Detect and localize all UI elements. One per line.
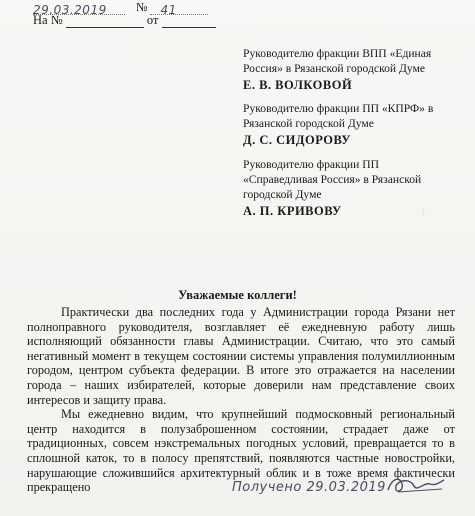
received-note: Получено 29.03.2019	[232, 480, 386, 495]
recipient-block	[243, 157, 421, 219]
reference-date-line	[162, 15, 216, 28]
bleed-through-mark: 1	[420, 205, 426, 219]
reference-row	[33, 13, 216, 28]
ot-label: от	[146, 13, 159, 27]
signature-icon	[384, 472, 446, 498]
body-paragraph: Практически два последних года у Администрации города Рязани нет полноправного руководителя, возглавляет её ежедневную работу лишь исполняющий обязанности главы Администрации. Считаю, что это самый негативный момент в текущем состоянии системы управления полумиллионным городом, центром субъекта федерации. В итоге это отражается на населении города – наших избирателей, которые доверили нам представление своих интересов и защиту права.	[27, 305, 455, 407]
recipient-line: «Справедливая Россия» в Рязанской	[243, 173, 422, 186]
recipient-line: Руководителю фракции ВПП «Единая	[243, 47, 432, 60]
recipient-name: Е. В. ВОЛКОВОЙ	[243, 78, 353, 92]
recipient-block	[243, 46, 431, 93]
number-sign: №	[136, 0, 148, 14]
recipient-line: Руководителю фракции ПП «КПРФ» в	[243, 102, 434, 115]
recipient-name: А. П. КРИВОВУ	[243, 204, 342, 218]
recipient-line: Руководителю фракции ПП	[243, 158, 379, 171]
na-label: На №	[33, 13, 63, 27]
body-paragraph: Мы ежедневно видим, что крупнейший подмосковный региональный центр находится в полузаброшенном состоянии, страдает даже от традиционных, совсем нэкстремальных погодных условий, превращается то в сплошной каток, то в полосу препятствий, появляются частные новостройки, нарушающие сложившийся архитектурный облик и в тоже время фактически прекращено	[27, 407, 455, 495]
letter-body	[27, 305, 455, 495]
recipient-line: Россия» в Рязанской городской Думе	[243, 62, 426, 75]
handwritten-number: 41	[160, 3, 177, 17]
recipient-line: городской Думе	[243, 188, 322, 201]
handwritten-date: 29.03.2019	[33, 3, 107, 17]
greeting: Уважаемые коллеги!	[178, 288, 297, 302]
reference-number-line	[66, 15, 144, 28]
recipient-name: Д. С. СИДОРОВУ	[243, 133, 351, 147]
bleed-through-mark: —	[395, 255, 405, 266]
recipient-line: Рязанской городской Думе	[243, 117, 374, 130]
recipient-block	[243, 101, 433, 148]
